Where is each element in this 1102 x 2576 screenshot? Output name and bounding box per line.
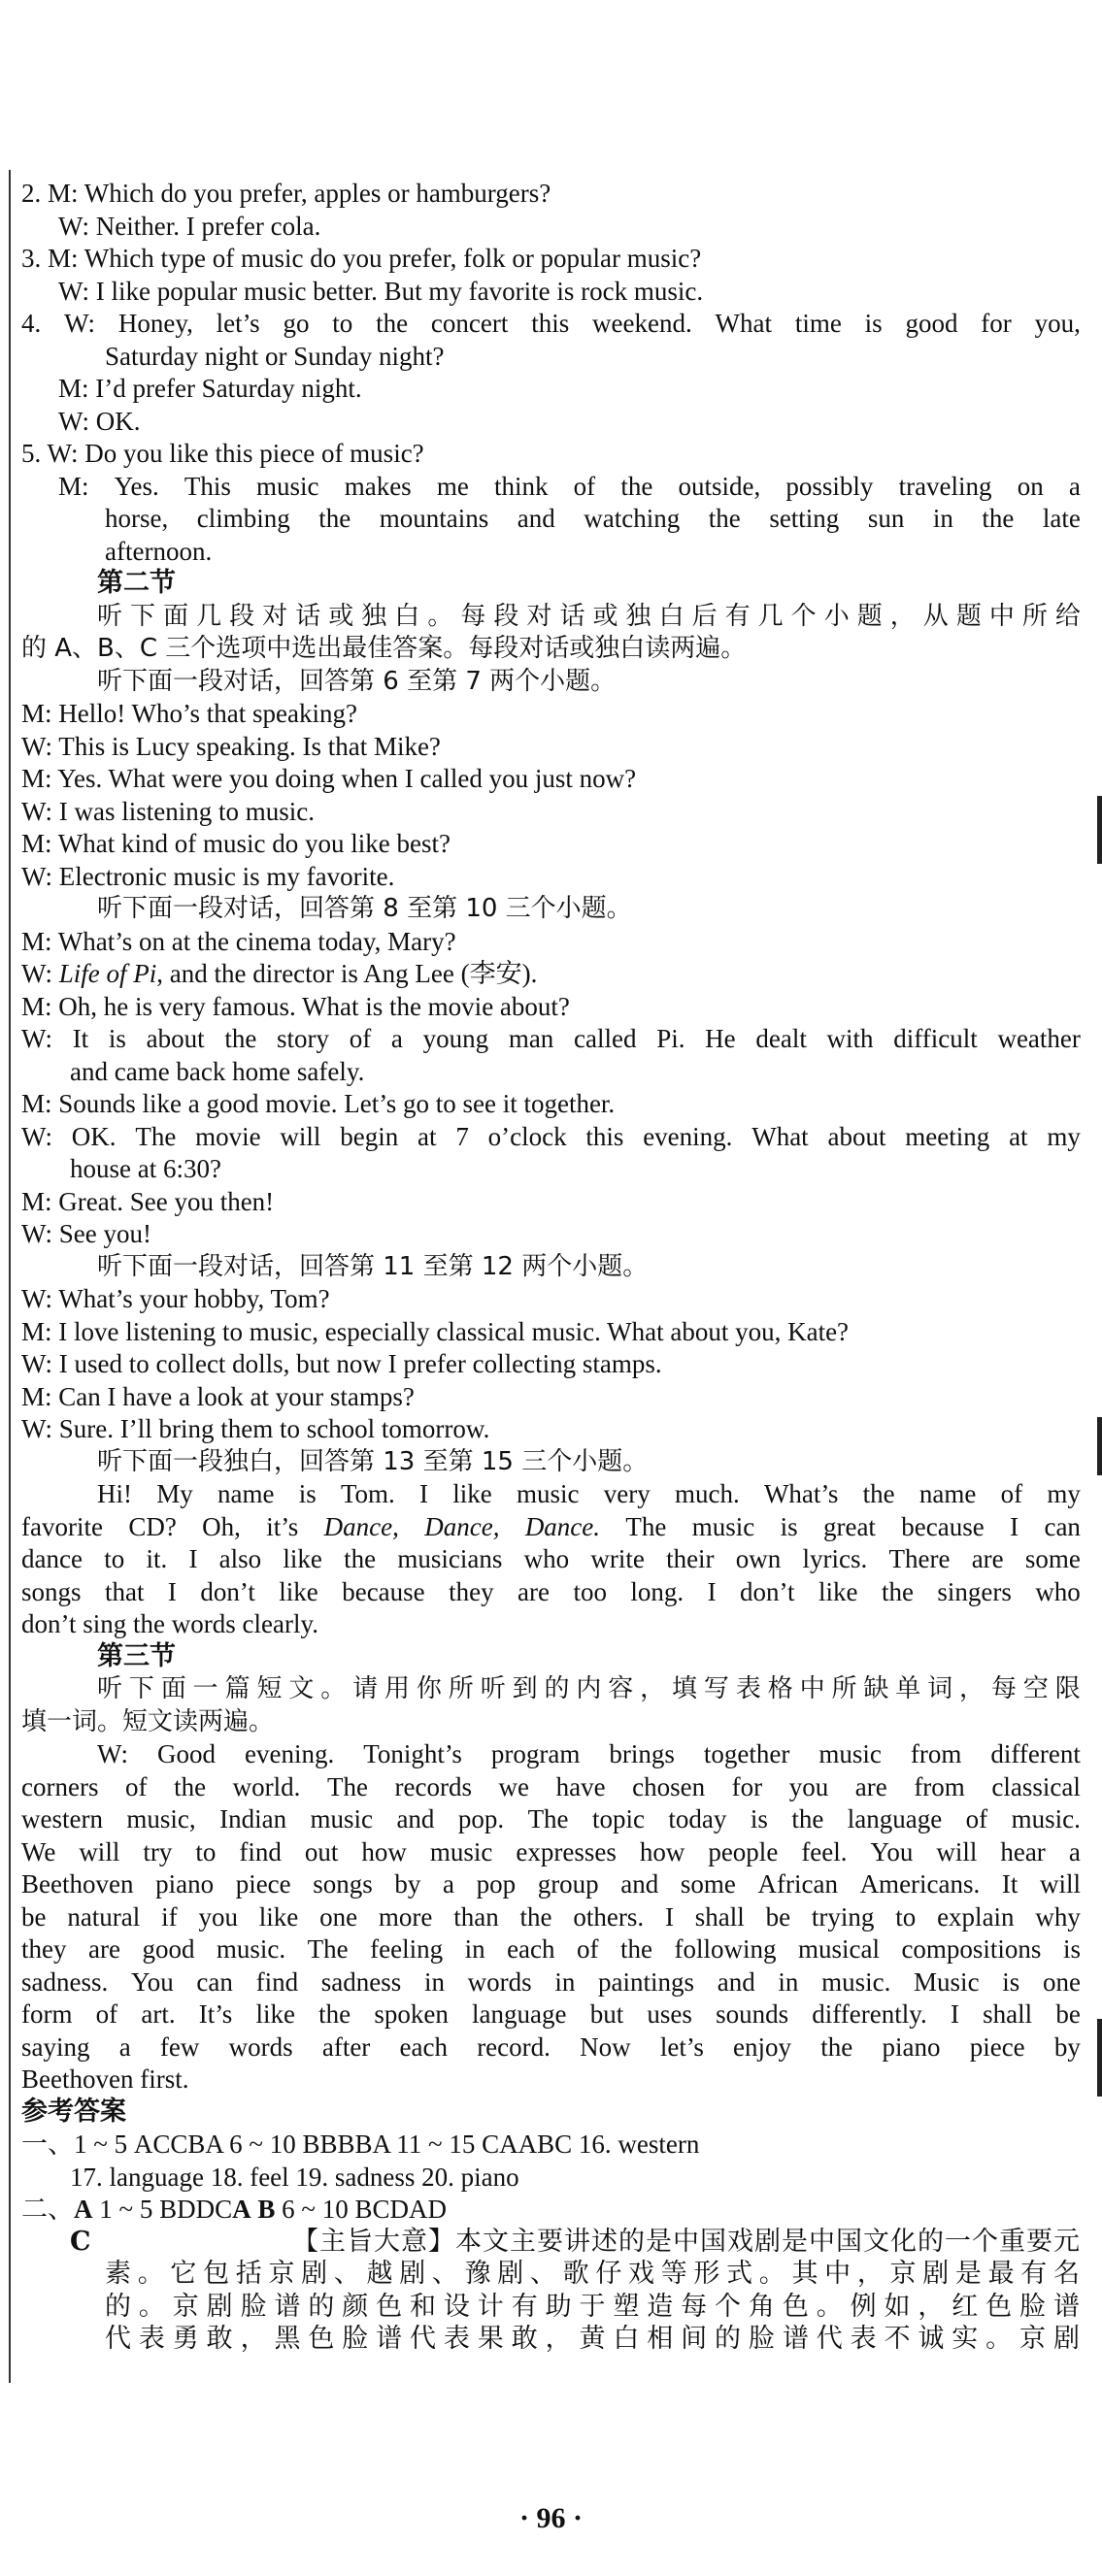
text-line: W: What’s your hobby, Tom? (21, 1284, 330, 1313)
text-line: W: It is about the story of a young man called Pi. He dealt with difficult weather (21, 1024, 1081, 1053)
text-line: 听下面一段对话，回答第 8 至第 10 三个小题。 (97, 894, 632, 923)
right-edge-mark (1097, 796, 1102, 864)
text-line: M: Hello! Who’s that speaking? (21, 699, 357, 728)
text-line: favorite CD? Oh, it’s Dance, Dance, Dance. The music is great because I can (21, 1512, 1081, 1541)
text-line: W: Good evening. Tonight’s program brings together music from different (97, 1739, 1081, 1768)
section-heading: 第三节 (97, 1641, 176, 1671)
right-edge-mark (1097, 1417, 1102, 1475)
text-line: dance to it. I also like the musicians who write their own lyrics. There are some (21, 1544, 1081, 1573)
text-line: W: This is Lucy speaking. Is that Mike? (21, 732, 441, 761)
text-line: saying a few words after each record. Now let’s enjoy the piano piece by (21, 2032, 1081, 2062)
text-line: horse, climbing the mountains and watching the setting sun in the late (105, 504, 1081, 533)
text-line: 5. W: Do you like this piece of music? (21, 439, 424, 468)
text-line: 听下面一段对话，回答第 6 至第 7 两个小题。 (97, 667, 617, 696)
text-line: 的 。 京 剧 脸 谱 的 颜 色 和 设 计 有 助 于 塑 造 每 个 角 色 。 例 如 ， 红 色 脸 谱 (105, 2292, 1081, 2322)
text-line: W: OK. (58, 407, 141, 436)
right-edge-mark (1097, 2019, 1102, 2097)
text-line: M: Sounds like a good movie. Let’s go to see it together. (21, 1089, 616, 1118)
text-line: M: What’s on at the cinema today, Mary? (21, 927, 456, 956)
text-line: sadness. You can find sadness in words in paintings and in music. Music is one (21, 1967, 1081, 1997)
text-line: don’t sing the words clearly. (21, 1609, 318, 1638)
text-line: Hi! My name is Tom. I like music very much. What’s the name of my (97, 1479, 1081, 1508)
text-line: be natural if you like one more than the others. I shall be trying to explain why (21, 1902, 1081, 1932)
text-line: 听下面一段独白，回答第 13 至第 15 三个小题。 (97, 1447, 649, 1476)
text-line: Beethoven piano piece songs by a pop group and some African Americans. It will (21, 1869, 1081, 1899)
text-line: 一、1 ~ 5 ACCBA 6 ~ 10 BBBBA 11 ~ 15 CAABC 16. western (21, 2130, 700, 2159)
text-line: 的 A、B、C 三个选项中选出最佳答案。每段对话或独白读两遍。 (21, 634, 747, 663)
text-line: 17. language 18. feel 19. sadness 20. piano (70, 2163, 519, 2192)
text-line: M: What kind of music do you like best? (21, 829, 451, 858)
text-line: W: Electronic music is my favorite. (21, 862, 395, 891)
text-line: 听 下 面 一 篇 短 文 。 请 用 你 所 听 到 的 内 容 ， 填 写 表 格 中 所 缺 单 词 ， 每 空 限 (97, 1674, 1081, 1703)
text-line: corners of the world. The records we have chosen for you are from classical (21, 1772, 1081, 1801)
text-line: M: Oh, he is very famous. What is the movie about? (21, 992, 570, 1021)
text-line: M: I’d prefer Saturday night. (58, 374, 362, 403)
section-heading: 参考答案 (21, 2097, 126, 2127)
text-line: 2. M: Which do you prefer, apples or hamburgers? (21, 179, 551, 208)
text-line: W: I like popular music better. But my favorite is rock music. (58, 277, 704, 306)
text-line: 代 表 勇 敢 ， 黑 色 脸 谱 代 表 果 敢 ， 黄 白 相 间 的 脸 谱 代 表 不 诚 实 。 京 剧 (105, 2324, 1081, 2354)
text-line: C 【主旨大意】本文主要讲述的是中国戏剧是中国文化的一个重要元 (70, 2227, 1081, 2257)
text-line: M: Yes. What were you doing when I called you just now? (21, 764, 637, 793)
text-line: 听下面一段对话，回答第 11 至第 12 两个小题。 (97, 1252, 649, 1281)
text-line: We will try to find out how music expresses how people feel. You will hear a (21, 1837, 1081, 1866)
text-line: 3. M: Which type of music do you prefer, folk or popular music? (21, 244, 702, 273)
text-line: W: Sure. I’ll bring them to school tomorrow. (21, 1414, 490, 1443)
section-heading: 第二节 (97, 568, 176, 598)
text-line: and came back home safely. (70, 1057, 365, 1086)
text-line: W: Life of Pi, and the director is Ang Lee (李安). (21, 959, 538, 988)
text-line: W: OK. The movie will begin at 7 o’clock this evening. What about meeting at my (21, 1122, 1081, 1151)
text-line: afternoon. (105, 537, 213, 566)
text-line: W: Neither. I prefer cola. (58, 212, 321, 241)
text-line: Saturday night or Sunday night? (105, 342, 445, 371)
text-line: house at 6:30? (70, 1154, 221, 1183)
text-line: Beethoven first. (21, 2064, 189, 2094)
text-line: W: I was listening to music. (21, 797, 315, 826)
page-number: · 96 · (518, 2502, 583, 2534)
text-line: 填一词。短文读两遍。 (21, 1707, 275, 1736)
text-line: they are good music. The feeling in each of the following musical compositions is (21, 1934, 1081, 1964)
text-line: western music, Indian music and pop. The topic today is the language of music. (21, 1804, 1081, 1833)
text-line: 素 。 它 包 括 京 剧 、 越 剧 、 豫 剧 、 歌 仔 戏 等 形 式 。 其 中 ， 京 剧 是 最 有 名 (105, 2259, 1081, 2289)
text-line: 听 下 面 几 段 对 话 或 独 白 。 每 段 对 话 或 独 白 后 有 几 个 小 题 ， 从 题 中 所 给 (97, 602, 1081, 631)
text-line: W: I used to collect dolls, but now I prefer collecting stamps. (21, 1349, 662, 1378)
text-line: 4. W: Honey, let’s go to the concert this weekend. What time is good for you, (21, 309, 1081, 338)
text-line: M: Great. See you then! (21, 1187, 275, 1216)
text-line: M: Can I have a look at your stamps? (21, 1382, 415, 1411)
text-line: M: Yes. This music makes me think of the outside, possibly traveling on a (58, 472, 1081, 501)
left-margin-rule (9, 170, 11, 2383)
text-line: songs that I don’t like because they are too long. I don’t like the singers who (21, 1577, 1081, 1606)
text-line: 二、A 1 ~ 5 BDDCA B 6 ~ 10 BCDAD (21, 2195, 448, 2224)
text-line: form of art. It’s like the spoken language but uses sounds differently. I shall be (21, 1999, 1081, 2029)
text-line: W: See you! (21, 1219, 151, 1248)
text-line: M: I love listening to music, especially classical music. What about you, Kate? (21, 1317, 850, 1346)
